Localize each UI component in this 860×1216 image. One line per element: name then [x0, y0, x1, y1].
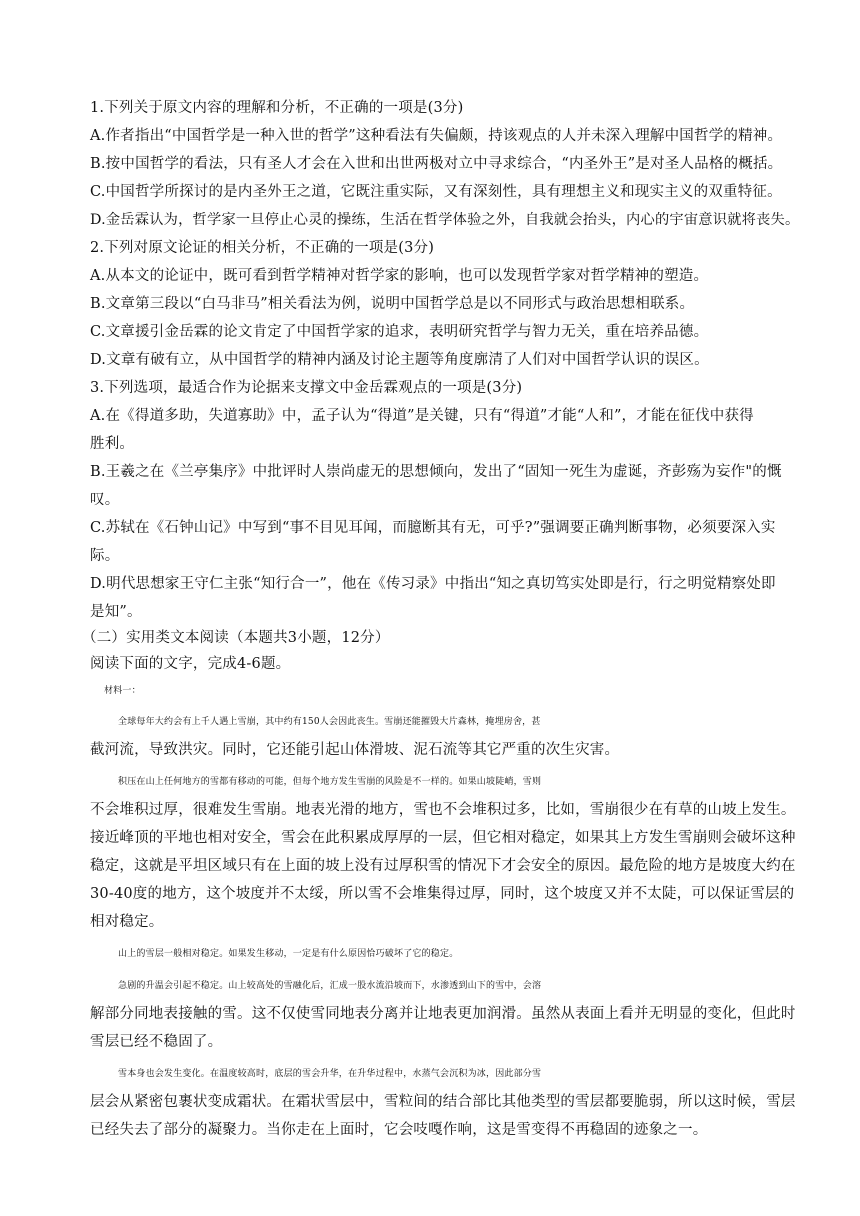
paragraph-4-line: 雪层已经不稳固了。: [90, 1034, 223, 1050]
paragraph-4-line: 解部分同地表接触的雪。这不仅使雪同地表分离并让地表更加润滑。虽然从表面上看并无明显的变化，但此时: [90, 1006, 796, 1022]
q2-option-d: D.文章有破有立，从中国哲学的精神内涵及讨论主题等角度廓清了人们对中国哲学认识的误区。: [90, 352, 709, 368]
q1-option-a: A.作者指出“中国哲学是一种入世的哲学”这种看法有失偏颇，持该观点的人并未深入理解中国哲学的精神。: [90, 128, 783, 144]
paragraph-5-line: 已经失去了部分的凝聚力。当你走在上面时，它会吱嘎作响，这是雪变得不再稳固的迹象之一。: [90, 1122, 708, 1138]
material-label: 材料一：: [104, 686, 141, 696]
q3-option-a-cont: 胜利。: [90, 436, 135, 452]
q3-option-c: C.苏轼在《石钟山记》中写到“事不目见耳闻，而臆断其有无，可乎?”强调要正确判断事物，必须要深入实: [90, 520, 776, 536]
q3-option-b: B.王羲之在《兰亭集序》中批评时人崇尚虚无的思想倾向，发出了“固知一死生为虚诞，齐彭殇为妄作"的慨: [90, 464, 782, 480]
q2-stem: 2.下列对原文论证的相关分析，不正确的一项是(3分): [90, 240, 435, 256]
paragraph-2-line: 30-40度的地方，这个坡度并不太绥，所以雪不会堆集得过厚，同时，这个坡度又并不太陡，可以保证雪层的: [90, 886, 795, 902]
paragraph-5-line: 层会从紧密包裹状变成霜状。在霜状雪层中，雪粒间的结合部比其他类型的雪层都要脆弱，所以这时候，雪层: [90, 1094, 796, 1110]
q2-option-b: B.文章第三段以“白马非马”相关看法为例，说明中国哲学总是以不同形式与政治思想相联系。: [90, 296, 695, 312]
section-heading: （二）实用类文本阅读（本题共3小题，12分）: [82, 630, 390, 646]
paragraph-1-line: 截河流，导致洪灾。同时，它还能引起山体滑坡、泥石流等其它严重的次生灾害。: [90, 742, 620, 758]
paragraph-2-line: 稳定，这就是平坦区域只有在上面的坡上没有过厚积雪的情况下才会安全的原因。最危险的地方是坡度大约在: [90, 858, 796, 874]
q3-option-a: A.在《得道多助，失道寡助》中，孟子认为“得道”是关键，只有“得道”才能“人和”，才能在征伐中获得: [90, 408, 754, 424]
q2-option-c: C.文章援引金岳霖的论文肯定了中国哲学家的追求，表明研究哲学与智力无关，重在培养品德。: [90, 324, 709, 340]
q3-stem: 3.下列选项，最适合作为论据来支撑文中金岳霖观点的一项是(3分): [90, 380, 523, 396]
q3-option-d: D.明代思想家王守仁主张“知行合一”，他在《传习录》中指出“知之真切笃实处即是行，行之明觉精察处即: [90, 576, 776, 592]
q3-option-d-cont: 是知”。: [90, 604, 142, 620]
q1-option-b: B.按中国哲学的看法，只有圣人才会在入世和出世两极对立中寻求综合，“内圣外王”是对圣人品格的概括。: [90, 156, 783, 172]
q1-option-c: C.中国哲学所探讨的是内圣外王之道，它既注重实际，又有深刻性，具有理想主义和现实主义的双重特征。: [90, 184, 782, 200]
q3-option-c-cont: 际。: [90, 548, 120, 564]
q2-option-a: A.从本文的论证中，既可看到哲学精神对哲学家的影响，也可以发现哲学家对哲学精神的塑造。: [90, 268, 709, 284]
paragraph-2-line: 不会堆积过厚，很难发生雪崩。地表光滑的地方，雪也不会堆积过多，比如，雪崩很少在有草的山坡上发生。: [90, 802, 796, 818]
paragraph-5-line: 雪本身也会发生变化。在温度较高时，底层的雪会升华，在升华过程中，水蒸气会沉积为冰，因此部分雪: [118, 1069, 542, 1079]
paragraph-2-line: 相对稳定。: [90, 914, 164, 930]
q1-option-d: D.金岳霖认为，哲学家一旦停止心灵的操练，生活在哲学体验之外，自我就会抬头，内心的宇宙意识就将丧失。: [90, 212, 800, 228]
paragraph-1-line: 全球每年大约会有上千人遇上雪崩，其中约有150人会因此丧生。雪崩还能摧毁大片森林，掩埋房舍，甚: [118, 717, 541, 727]
paragraph-2-line: 接近峰顶的平地也相对安全，雪会在此积累成厚厚的一层，但它相对稳定，如果其上方发生雪崩则会破坏这种: [90, 830, 796, 846]
q1-stem: 1.下列关于原文内容的理解和分析，不正确的一项是(3分): [90, 100, 464, 116]
q3-option-b-cont: 叹。: [90, 492, 120, 508]
paragraph-3-line: 山上的雪层一般相对稳定。如果发生移动，一定是有什么原因恰巧破坏了它的稳定。: [118, 949, 459, 959]
section-instruction: 阅读下面的文字，完成4-6题。: [90, 656, 291, 672]
paragraph-4-line: 急剧的升温会引起不稳定。山上较高处的雪融化后，汇成一股水流沿坡而下，水渗透到山下的雪中，会溶: [118, 981, 542, 991]
paragraph-2-line: 积压在山上任何地方的雪都有移动的可能，但每个地方发生雪崩的风险是不一样的。如果山坡陡峭，雪则: [118, 777, 542, 787]
